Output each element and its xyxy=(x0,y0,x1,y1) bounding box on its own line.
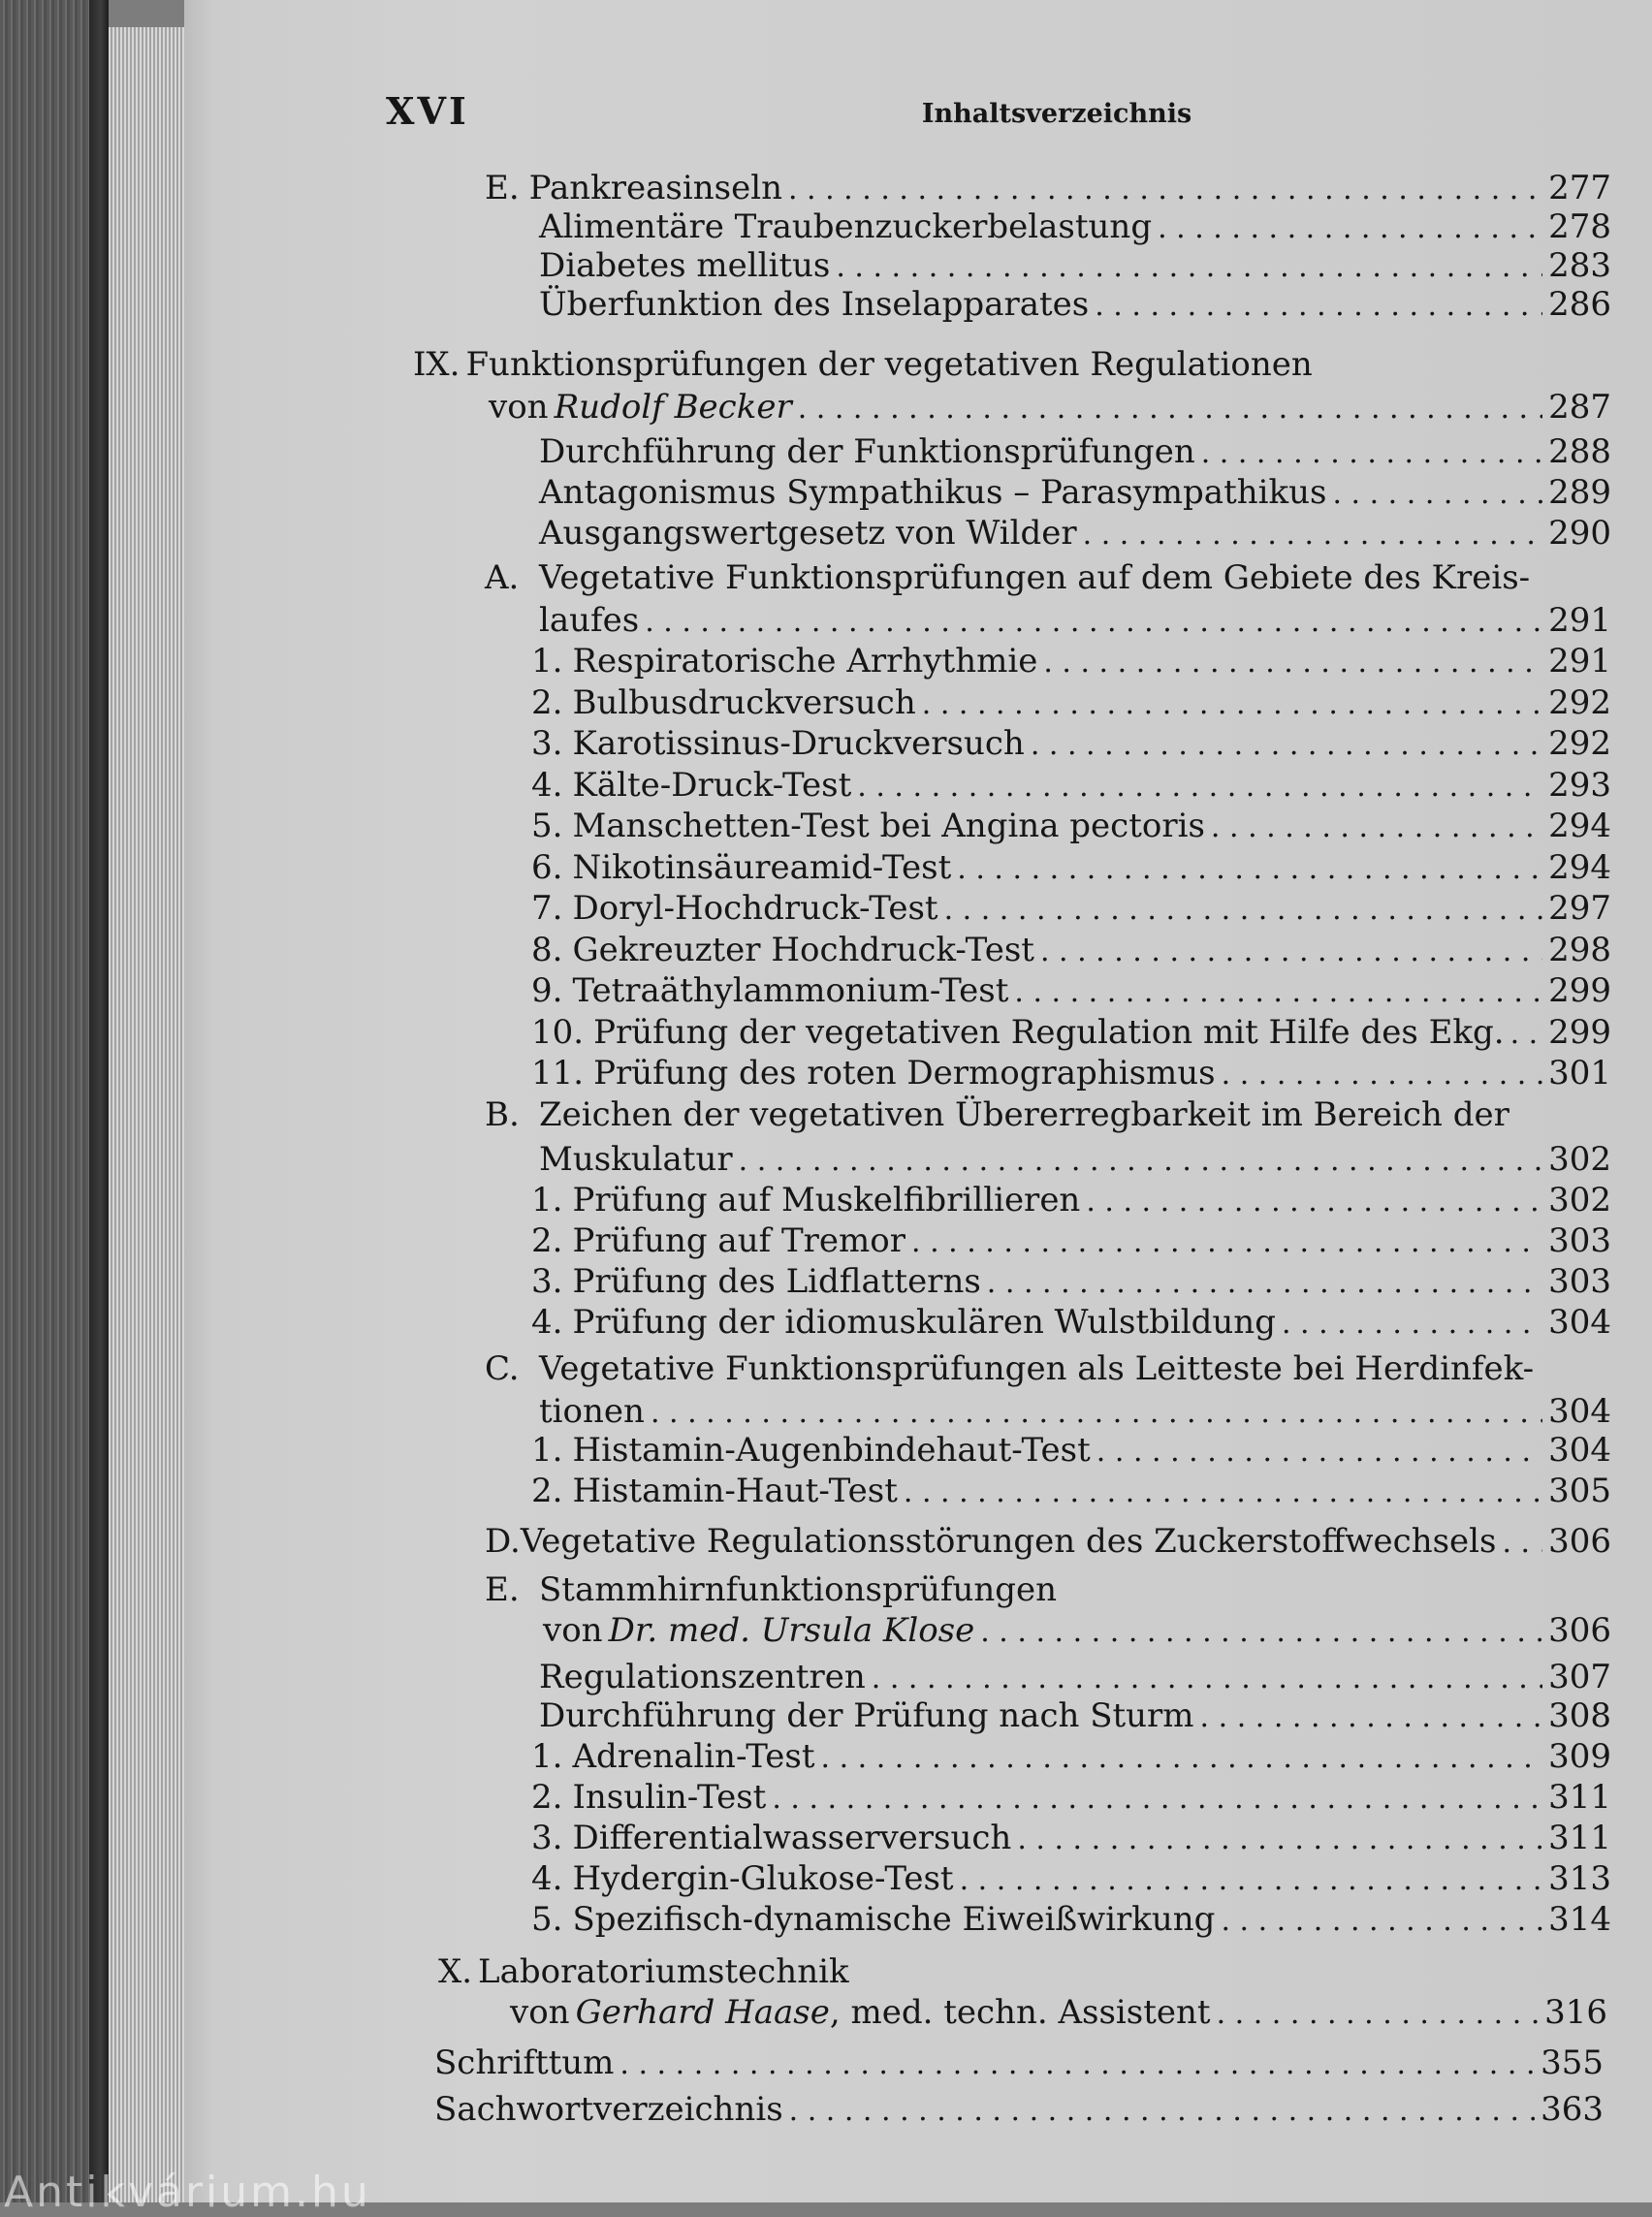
toc-section-c-heading xyxy=(485,1349,1534,1388)
toc-part-heading-x xyxy=(438,1952,849,1991)
toc-entry xyxy=(531,1859,1611,1898)
dot-leader xyxy=(1083,516,1542,554)
toc-entry xyxy=(539,601,1611,640)
toc-title: Muskulatur xyxy=(539,1140,733,1179)
toc-number: D. xyxy=(485,1522,521,1561)
dot-leader xyxy=(957,850,1542,889)
toc-title: Nikotinsäureamid-Test xyxy=(572,847,952,887)
dot-leader xyxy=(1031,726,1542,765)
toc-page: 283 xyxy=(1548,246,1611,285)
dot-leader xyxy=(987,1264,1542,1303)
toc-entry xyxy=(539,285,1611,324)
toc-number: 2. xyxy=(531,1472,563,1510)
dot-leader xyxy=(798,390,1542,428)
toc-title: Überfunktion des Inselapparates xyxy=(539,285,1090,324)
toc-author-line xyxy=(543,1611,1611,1650)
book-spine xyxy=(89,0,109,2202)
dot-leader xyxy=(1086,1183,1542,1221)
author-prefix: von xyxy=(510,1993,570,2032)
dot-leader xyxy=(1158,209,1542,248)
dot-leader xyxy=(1043,644,1542,682)
dot-leader xyxy=(944,891,1543,930)
toc-entry xyxy=(531,1221,1611,1260)
toc-title: Prüfung auf Muskelfibrillieren xyxy=(572,1181,1081,1219)
toc-number: 7. xyxy=(531,889,563,928)
toc-number: IX. xyxy=(413,345,461,384)
toc-number: 4. xyxy=(531,1859,563,1898)
toc-title: Vegetative Funktionsprüfungen als Leitteste bei Herdinfek- xyxy=(539,1349,1535,1388)
toc-entry xyxy=(531,1303,1611,1342)
toc-section-a-heading xyxy=(485,558,1530,597)
dot-leader xyxy=(960,1861,1542,1900)
toc-entry xyxy=(531,724,1611,763)
toc-title: Durchführung der Prüfung nach Sturm xyxy=(539,1696,1194,1735)
author-role: , med. techn. Assistent xyxy=(829,1993,1211,2032)
dot-leader xyxy=(821,1739,1543,1778)
toc-page: 363 xyxy=(1541,2090,1604,2129)
toc-title: Karotissinus-Druckversuch xyxy=(572,724,1025,763)
dot-leader xyxy=(980,1613,1542,1652)
toc-number: C. xyxy=(485,1349,520,1388)
dot-leader xyxy=(1222,1056,1542,1094)
dot-leader xyxy=(911,1223,1542,1262)
dot-leader xyxy=(922,685,1542,724)
toc-title: Durchführung der Funktionsprüfungen xyxy=(539,432,1195,471)
author-prefix: von xyxy=(489,388,549,427)
toc-title: Doryl-Hochdruck-Test xyxy=(572,889,938,928)
toc-entry xyxy=(531,1472,1611,1510)
toc-entry xyxy=(531,971,1611,1010)
toc-page: 304 xyxy=(1548,1431,1611,1470)
dot-leader xyxy=(1282,1305,1542,1344)
toc-title: Sachwortverzeichnis xyxy=(434,2090,783,2129)
toc-page: 304 xyxy=(1548,1392,1611,1431)
dot-leader xyxy=(1217,1995,1540,2034)
toc-title: Diabetes mellitus xyxy=(539,246,831,285)
dot-leader xyxy=(1040,933,1542,971)
toc-page: 298 xyxy=(1548,930,1611,969)
dot-leader xyxy=(788,171,1542,209)
dot-leader xyxy=(651,1394,1542,1433)
toc-entry xyxy=(531,1900,1611,1939)
toc-title: Prüfung des Lidflatterns xyxy=(572,1262,981,1301)
author-name: Dr. med. Ursula Klose xyxy=(608,1611,975,1650)
toc-number: 4. xyxy=(531,1303,563,1342)
toc-page: 299 xyxy=(1548,971,1611,1010)
toc-number: X. xyxy=(438,1952,473,1991)
toc-title: Schrifttum xyxy=(434,2043,615,2082)
toc-page: 314 xyxy=(1548,1900,1611,1939)
dot-leader xyxy=(1502,1524,1542,1563)
toc-title: Vegetative Funktionsprüfungen auf dem Gebiete des Kreis- xyxy=(539,558,1531,597)
toc-page: 302 xyxy=(1548,1181,1611,1219)
toc-entry xyxy=(539,473,1611,512)
toc-number: A. xyxy=(485,558,520,597)
toc-number: 1. xyxy=(531,1181,563,1219)
toc-entry-schrifttum xyxy=(434,2043,1604,2082)
toc-page: 288 xyxy=(1548,432,1611,471)
toc-section-b-heading xyxy=(485,1095,1509,1134)
toc-entry xyxy=(539,246,1611,285)
toc-title: Adrenalin-Test xyxy=(572,1737,815,1776)
toc-title: Respiratorische Arrhythmie xyxy=(572,642,1038,681)
toc-entry xyxy=(531,931,1611,969)
toc-page: 287 xyxy=(1548,388,1611,427)
toc-number: 8. xyxy=(531,930,563,969)
toc-entry-pankreasinseln xyxy=(485,169,1611,207)
toc-entry xyxy=(539,514,1611,553)
toc-entry xyxy=(531,1431,1611,1470)
toc-page: 291 xyxy=(1548,642,1611,681)
toc-title: Stammhirnfunktionsprüfungen xyxy=(539,1570,1058,1609)
toc-number: 2. xyxy=(531,1221,563,1260)
toc-page: 305 xyxy=(1548,1472,1611,1510)
toc-title: tionen xyxy=(539,1392,645,1431)
toc-title: Prüfung der idiomuskulären Wulstbildung xyxy=(572,1303,1276,1342)
toc-title: Funktionsprüfungen der vegetativen Regulationen xyxy=(465,345,1313,384)
toc-page: 299 xyxy=(1548,1012,1611,1052)
dot-leader xyxy=(772,1780,1542,1819)
running-head: Inhaltsverzeichnis xyxy=(921,99,1192,129)
toc-title: Insulin-Test xyxy=(572,1778,767,1817)
toc-author-line xyxy=(510,1993,1607,2032)
toc-page: 316 xyxy=(1544,1993,1607,2032)
toc-title: Laboratoriumstechnik xyxy=(478,1952,849,1991)
dot-leader xyxy=(645,603,1542,642)
dot-leader xyxy=(836,248,1542,287)
toc-entry xyxy=(539,432,1611,471)
dot-leader xyxy=(1014,973,1542,1012)
toc-section-d xyxy=(485,1522,1611,1561)
author-prefix: von xyxy=(543,1611,603,1650)
toc-number: E. xyxy=(485,169,520,207)
toc-title: Differentialwasserversuch xyxy=(572,1819,1012,1857)
toc-number: 3. xyxy=(531,1262,563,1301)
toc-page: 311 xyxy=(1548,1778,1611,1817)
toc-page: 291 xyxy=(1548,601,1611,640)
dot-leader xyxy=(1201,434,1542,473)
toc-page: 302 xyxy=(1548,1140,1611,1179)
dot-leader xyxy=(1211,808,1542,847)
dot-leader xyxy=(872,1660,1542,1698)
toc-title: Vegetative Regulationsstörungen des Zuckerstoffwechsels xyxy=(520,1522,1497,1561)
toc-author-line xyxy=(489,388,1611,427)
toc-title: Regulationszentren xyxy=(539,1658,866,1696)
watermark: Antikvárium.hu xyxy=(4,2168,371,2217)
dot-leader xyxy=(904,1473,1542,1512)
toc-page: 306 xyxy=(1548,1522,1611,1561)
dot-leader xyxy=(857,768,1542,807)
toc-page: 311 xyxy=(1548,1819,1611,1857)
toc-entry xyxy=(531,1054,1611,1093)
dot-leader xyxy=(1221,1902,1542,1941)
page-edges xyxy=(109,27,186,2202)
toc-number: 1. xyxy=(531,1431,563,1470)
toc-title: Kälte-Druck-Test xyxy=(572,765,852,805)
toc-entry xyxy=(539,1658,1611,1696)
toc-page: 292 xyxy=(1548,682,1611,722)
toc-page: 308 xyxy=(1548,1696,1611,1735)
toc-page: 355 xyxy=(1541,2043,1604,2082)
toc-title: Bulbusdruckversuch xyxy=(572,682,916,722)
toc-number: B. xyxy=(485,1095,520,1134)
toc-entry xyxy=(539,207,1611,246)
toc-page: 306 xyxy=(1548,1611,1611,1650)
author-name: Rudolf Becker xyxy=(554,388,792,427)
dot-leader xyxy=(1017,1821,1542,1859)
author-name: Gerhard Haase xyxy=(575,1993,830,2032)
toc-entry xyxy=(531,1737,1611,1776)
toc-number: E. xyxy=(485,1570,520,1609)
toc-number: 5. xyxy=(531,1900,563,1939)
dot-leader xyxy=(789,2092,1535,2131)
toc-page: 303 xyxy=(1548,1221,1611,1260)
toc-page: 313 xyxy=(1548,1859,1611,1898)
toc-number: 1. xyxy=(531,642,563,681)
toc-part-heading-ix xyxy=(413,345,1313,384)
toc-number: 3. xyxy=(531,1819,563,1857)
toc-entry xyxy=(531,1819,1611,1857)
toc-number: 5. xyxy=(531,807,563,845)
toc-title: Pankreasinseln xyxy=(528,169,782,207)
toc-number: 1. xyxy=(531,1737,563,1776)
toc-title: Manschetten-Test bei Angina pectoris xyxy=(572,807,1205,845)
toc-page: 303 xyxy=(1548,1262,1611,1301)
toc-title: Zeichen der vegetativen Übererregbarkeit im Bereich der xyxy=(539,1095,1509,1134)
toc-number: 9. xyxy=(531,971,563,1010)
toc-entry xyxy=(531,642,1611,681)
toc-number: 2. xyxy=(531,1778,563,1817)
toc-title: Prüfung auf Tremor xyxy=(572,1221,906,1260)
dot-leader xyxy=(1095,287,1542,326)
toc-page: 292 xyxy=(1548,724,1611,763)
toc-title: Histamin-Haut-Test xyxy=(572,1472,898,1510)
book-cover-cloth xyxy=(0,0,89,2202)
toc-entry xyxy=(531,1013,1611,1052)
toc-title: Ausgangswertgesetz von Wilder xyxy=(539,514,1077,553)
toc-title: Histamin-Augenbindehaut-Test xyxy=(572,1431,1091,1470)
toc-title: Hydergin-Glukose-Test xyxy=(572,1859,954,1898)
toc-number: 6. xyxy=(531,847,563,887)
toc-entry xyxy=(539,1696,1611,1735)
dot-leader xyxy=(620,2045,1535,2084)
toc-page: 297 xyxy=(1548,889,1611,928)
toc-number: 4. xyxy=(531,765,563,805)
toc-number: 10. xyxy=(531,1012,585,1052)
toc-title: Alimentäre Traubenzuckerbelastung xyxy=(539,207,1153,246)
toc-entry xyxy=(539,1140,1611,1179)
toc-page: 293 xyxy=(1548,765,1611,805)
dot-leader xyxy=(1332,475,1542,514)
toc-page: 301 xyxy=(1548,1054,1611,1093)
toc-page: 307 xyxy=(1548,1658,1611,1696)
toc-page: 294 xyxy=(1548,807,1611,845)
toc-entry xyxy=(531,1262,1611,1301)
toc-title: Spezifisch-dynamische Eiweißwirkung xyxy=(572,1900,1216,1939)
toc-number: 2. xyxy=(531,682,563,722)
toc-entry xyxy=(531,683,1611,722)
toc-number: 11. xyxy=(531,1054,585,1093)
toc-entry xyxy=(539,1392,1611,1431)
toc-entry xyxy=(531,807,1611,845)
toc-page: 278 xyxy=(1548,207,1611,246)
toc-page: 286 xyxy=(1548,285,1611,324)
dot-leader xyxy=(1200,1698,1543,1737)
toc-title: Antagonismus Sympathikus – Parasympathikus xyxy=(539,473,1327,512)
toc-entry xyxy=(531,1181,1611,1219)
toc-entry xyxy=(531,889,1611,928)
toc-number: 3. xyxy=(531,724,563,763)
toc-entry xyxy=(531,1778,1611,1817)
toc-page: 309 xyxy=(1548,1737,1611,1776)
toc-title: Prüfung des roten Dermographismus xyxy=(593,1054,1216,1093)
toc-page: 290 xyxy=(1548,514,1611,553)
toc-entry xyxy=(531,766,1611,805)
dot-leader xyxy=(739,1142,1542,1181)
toc-page: 304 xyxy=(1548,1303,1611,1342)
toc-title: laufes xyxy=(539,601,640,640)
toc-section-e-heading xyxy=(485,1570,1057,1609)
toc-title: Gekreuzter Hochdruck-Test xyxy=(572,930,1034,969)
dot-leader xyxy=(1096,1433,1542,1472)
toc-page: 289 xyxy=(1548,473,1611,512)
dot-leader xyxy=(1510,1015,1543,1054)
toc-title: Prüfung der vegetativen Regulation mit Hilfe des Ekg. xyxy=(593,1012,1505,1052)
toc-entry xyxy=(531,848,1611,887)
toc-entry-sachwortverzeichnis xyxy=(434,2090,1604,2129)
toc-page: 294 xyxy=(1548,847,1611,887)
toc-title: Tetraäthylammonium-Test xyxy=(572,971,1009,1010)
page-number-roman: XVI xyxy=(386,89,469,133)
toc-page: 277 xyxy=(1548,169,1611,207)
page-header xyxy=(386,89,1394,138)
